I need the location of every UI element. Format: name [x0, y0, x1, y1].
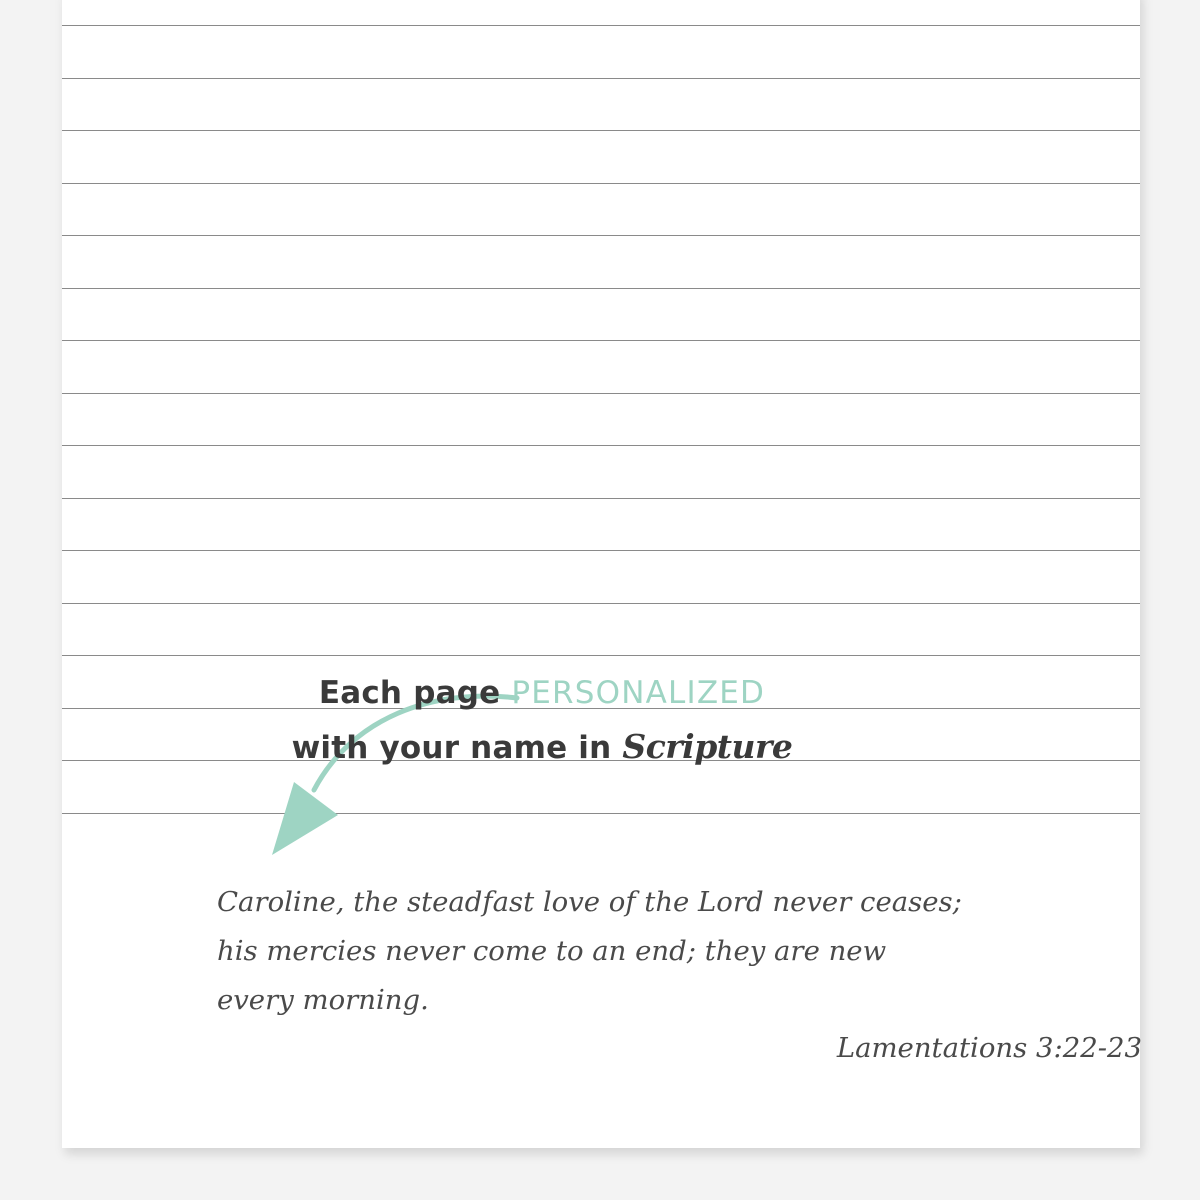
callout-line-1: [62, 666, 1140, 720]
paper-rule-line: [62, 603, 1140, 604]
paper-rule-line: [62, 550, 1140, 551]
paper-rule-line: [62, 393, 1140, 394]
verse-line: Caroline, the steadfast love of the Lord never ceases;: [217, 886, 962, 918]
callout-line1-prefix: Each page: [318, 675, 512, 711]
callout-line2-script: Scripture: [622, 727, 793, 766]
paper-rule-line: [62, 78, 1140, 79]
verse-line: his mercies never come to an end; they are new: [217, 935, 887, 967]
paper-rule-line: [62, 340, 1140, 341]
paper-rule-line: [62, 655, 1140, 656]
paper-rule-line: [62, 130, 1140, 131]
callout-line2-prefix: with your name in: [291, 730, 623, 766]
callout-line-2: [62, 720, 1140, 775]
paper-rule-line: [62, 498, 1140, 499]
callout-headline: [62, 666, 1140, 775]
verse-reference: Lamentations 3:22-23: [836, 1032, 1142, 1064]
verse-text: [217, 878, 1077, 1025]
paper-rule-line: [62, 445, 1140, 446]
callout-line1-accent: PERSONALIZED: [511, 675, 766, 711]
verse-line: every morning.: [217, 984, 429, 1016]
lined-paper-sheet: [62, 0, 1140, 1148]
paper-rule-line: [62, 25, 1140, 26]
paper-rule-line: [62, 235, 1140, 236]
paper-rule-line: [62, 813, 1140, 814]
paper-rule-line: [62, 183, 1140, 184]
paper-rule-line: [62, 288, 1140, 289]
